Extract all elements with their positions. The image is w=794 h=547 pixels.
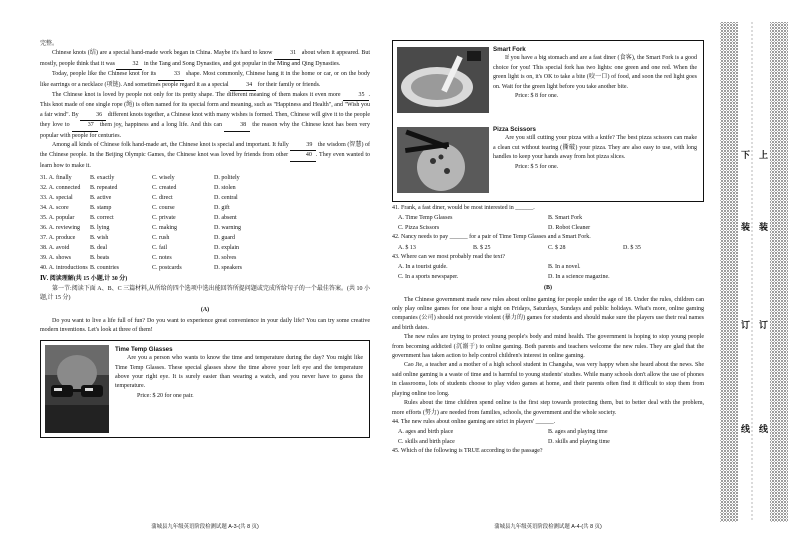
- cloze-question-option: 31. A. finally: [40, 175, 72, 182]
- cloze-question-option: 32. A. connected: [40, 185, 81, 192]
- q41-option: C. Pizza Scissors: [398, 225, 440, 232]
- q44-option: D. skills and playing time: [548, 439, 610, 446]
- cloze-blank: 40: [290, 151, 316, 161]
- cloze-option: C. private: [152, 215, 176, 222]
- margin-label-line: 线: [740, 424, 750, 433]
- cloze-option: B. exactly: [90, 175, 115, 182]
- cloze-text: . They even wanted to learn how to make it.: [40, 152, 370, 169]
- cloze-passage: [40, 49, 370, 171]
- question-44: 44. The new rules about online gaming are strict in players' ______.: [392, 418, 556, 425]
- cloze-text: in the Tang and Song Dynasties, and got popular in the Ming and Qing Dynasties.: [142, 60, 341, 67]
- cloze-blank: 36: [80, 111, 106, 121]
- cloze-blank: 35: [343, 91, 369, 101]
- question-42: 42. Nancy needs to pay ______ for a pair of Time Temp Glasses and a Smart Fork.: [392, 234, 591, 241]
- cloze-option: C. fail: [152, 245, 167, 252]
- margin-label-line: 线: [758, 424, 768, 433]
- cloze-option: D. solves: [214, 255, 237, 262]
- cloze-option: C. created: [152, 185, 177, 192]
- cloze-text: about when it appeared. But mostly, people think that it was: [40, 50, 370, 67]
- cloze-blank: 39: [290, 141, 316, 151]
- glasses-photo: [45, 345, 109, 433]
- cloze-option: B. countries: [90, 265, 119, 272]
- pizza-scissors-item: [393, 121, 703, 201]
- cloze-option: D. explain: [214, 245, 239, 252]
- cloze-text: Chinese knots (结) are a special hand-made work began in China. Maybe it's hard to know: [52, 50, 275, 57]
- cloze-option: B. stamp: [90, 205, 112, 212]
- smart-fork-description: If you have a big stomach and are a fast diner (食客), the Smart Fork is a good choice for you! This special fork has two lights: one green and one red. When the green light is on, it's OK to take a bite (咬一口) of food, and soon the red light goes on. Wait for the green light before you take another bite.: [493, 55, 697, 90]
- q43-option: A. In a tourist guide.: [398, 264, 448, 271]
- q44-option: A. ages and birth place: [398, 429, 454, 436]
- glasses-price: Price: $ 20 for one pair.: [137, 392, 194, 399]
- margin-label-fold: 装: [740, 222, 750, 231]
- inventions-box: [392, 40, 704, 202]
- cloze-question-option: 39. A. shows: [40, 255, 72, 262]
- passage-a-label: (A): [200, 306, 210, 313]
- cloze-text: the reason why the Chinese knot has been very popular with people for centuries.: [40, 122, 370, 139]
- cloze-text: Among all kinds of Chinese folk hand-made art, the Chinese knot is special and important. It fully: [52, 142, 291, 149]
- right-footer: 蒲城县九年级英语阶段检测试题 A-4-(共 8 页): [494, 524, 602, 530]
- cloze-options: [40, 173, 370, 273]
- smart-fork-photo: [397, 47, 489, 113]
- cloze-option: B. wish: [90, 235, 109, 242]
- binding-margin: [712, 0, 794, 542]
- cloze-option: D. warning: [214, 225, 241, 232]
- left-page: [0, 0, 382, 542]
- cloze-blank: 38: [224, 121, 250, 131]
- q43-option: B. In a novel.: [548, 264, 581, 271]
- cloze-option: C. direct: [152, 195, 173, 202]
- q44-option: B. ages and playing time: [548, 429, 608, 436]
- time-temp-glasses-box: [40, 340, 370, 438]
- question-41-options: [392, 213, 704, 233]
- cloze-option: C. wisely: [152, 175, 175, 182]
- cloze-option: D. politely: [214, 175, 240, 182]
- passage-b-paragraph: The Chinese government made new rules about online gaming for people under the age of 18. Under the rules, children can only play online games for one hour a night on Fridays, Saturdays, Sundays and public holidays. What's more, online gaming companies (公司) should not provide violent (暴力的) games for students and should make sure the players use their real names and birth dates.: [392, 296, 704, 331]
- question-43-options: [392, 262, 704, 282]
- margin-label-up: 上: [758, 150, 768, 159]
- cloze-paragraph: [40, 70, 370, 91]
- question-43: 43. Where can we most probably read the text?: [392, 253, 506, 260]
- pizza-scissors-description: Are you still cutting your pizza with a knife? The best pizza scissors can make a clean cut without tearing (撕破) your pizza. They are also easy to use, with long handles to keep your hands away from hot pizza slices.: [493, 135, 697, 161]
- q42-option: D. $ 35: [623, 244, 641, 251]
- section-iv-title: Ⅳ. 阅读理解(共 15 小题,计 30 分): [40, 276, 128, 283]
- passage-b-paragraph: Rules about the time children spend online is the first step towards protecting them, but to better deal with the problem, more efforts (努力) are needed from families, schools, the government and the whole society.: [392, 400, 704, 416]
- glasses-title: Time Temp Glasses: [115, 345, 173, 353]
- q41-option: A. Time Temp Glasses: [398, 215, 453, 222]
- cloze-paragraph: [40, 49, 370, 70]
- q44-option: C. skills and birth place: [398, 439, 455, 446]
- smart-fork-text-block: [493, 45, 697, 101]
- smart-fork-title: Smart Fork: [493, 46, 526, 53]
- question-41: 41. Frank, a fast diner, would be most interested in ______.: [392, 205, 535, 211]
- glasses-text-block: [115, 345, 363, 401]
- cloze-question-option: 38. A. avoid: [40, 245, 70, 252]
- q42-option: B. $ 25: [473, 244, 491, 251]
- q41-option: D. Robot Cleaner: [548, 225, 591, 232]
- cloze-option: D. speakers: [214, 265, 242, 272]
- cloze-blank: 32: [116, 60, 142, 70]
- passage-b-paragraph: The new rules are trying to protect young people's body and mind health. The government is hoping to stop young people from becoming addicted (沉溺于) to online gaming. Both parents and teachers welcome the new rules. They are glad that the government has taken action to help control children's interest in online gaming.: [392, 334, 704, 360]
- cloze-option: D. absent: [214, 215, 237, 222]
- cloze-option: C. course: [152, 205, 175, 212]
- cloze-option: D. guard: [214, 235, 235, 242]
- smart-fork-item: [393, 41, 703, 119]
- question-42-options: [392, 243, 704, 253]
- pizza-scissors-price: Price: $ 5 for one.: [515, 163, 559, 170]
- pizza-scissors-photo: [397, 127, 489, 193]
- cloze-option: B. correct: [90, 215, 114, 222]
- cloze-option: B. lying: [90, 225, 110, 232]
- q42-option: C. $ 28: [548, 244, 566, 251]
- cloze-option: C. postcards: [152, 265, 182, 272]
- cloze-question-option: 33. A. special: [40, 195, 73, 202]
- cloze-question-option: 40. A. introductions: [40, 265, 88, 272]
- cloze-paragraph: [40, 91, 370, 141]
- cloze-text: . This knot made of one single rope (绳) is often named for its special form and meaning, such as "Happiness and Health", and "Wish you a fair wind". By: [40, 92, 370, 118]
- cloze-text: The Chinese knot is loved by people not only for its pretty shape. The different meaning of them makes it even more: [52, 92, 343, 99]
- passage-b-label: (B): [544, 285, 552, 292]
- cloze-paragraph: [40, 141, 370, 171]
- passage-b-paragraph: Cao Jie, a teacher and a mother of a high school student in Changsha, was very happy when she heard about the news. She said online gaming is a waste of time and is harmful to young students' studies. While many schools don't allow the use of phones in classrooms, lots of students choose to play video games at home, and their parents often find it difficult to stop them from playing online too long.: [392, 362, 704, 397]
- cloze-blank: 37: [72, 121, 98, 131]
- cloze-question-option: 37. A. produce: [40, 235, 76, 242]
- intro-text: 完整。: [40, 41, 59, 47]
- cloze-question-option: 35. A. popular: [40, 215, 75, 222]
- cloze-blank: 31: [274, 49, 300, 59]
- section-iv-instruction: 第一节:阅读下面 A、B、C 三篇材料,从所给的四个选项中选出能回答所提问题或完成所给句子的一个最佳答案。(共 10 小题,计 15 分): [40, 285, 370, 302]
- cloze-option: B. active: [90, 195, 112, 202]
- left-footer: 蒲城县九年级英语阶段检测试题 A-3-(共 8 页): [151, 524, 259, 530]
- glasses-description: Are you a person who wants to know the time and temperature during the day? You might like Time Temp Glasses. These special glasses show the time above your left eye and the temperature above your right eye. It is surely easier than wearing a watch, and you never have to guess the temperature.: [115, 355, 363, 390]
- pizza-scissors-text-block: [493, 125, 697, 172]
- left-column: [40, 40, 370, 438]
- margin-label-order: 订: [758, 320, 768, 329]
- right-column: [392, 40, 704, 457]
- binding-pattern: [712, 0, 794, 542]
- margin-label-order: 订: [740, 320, 750, 329]
- margin-label-fold: 装: [758, 222, 768, 231]
- q41-option: B. Smart Fork: [548, 215, 583, 222]
- smart-fork-price: Price: $ 8 for one.: [515, 93, 559, 100]
- cloze-text: different knots together, a Chinese knot with many wishes is formed. Then, Chinese will give it to the people they love to: [40, 111, 370, 129]
- cloze-option: B. repeated: [90, 185, 118, 192]
- q43-option: C. In a sports newspaper.: [398, 274, 459, 281]
- passage-a-intro: Do you want to live a life full of fun? Do you want to experience great convenience in your daily life? You can try some creative modern inventions. Let's look at three of them!: [40, 317, 370, 334]
- pizza-scissors-title: Pizza Scissors: [493, 126, 536, 133]
- cloze-question-option: 34. A. score: [40, 205, 69, 212]
- q43-option: D. In a science magazine.: [548, 274, 610, 281]
- cloze-option: B. beats: [90, 255, 110, 262]
- cloze-text: them joy, happiness and a long life. And this can: [97, 122, 225, 129]
- cloze-text: for their family or friends.: [256, 81, 321, 88]
- cloze-blank: 34: [230, 81, 256, 91]
- right-page: [382, 0, 710, 542]
- cloze-blank: 33: [158, 70, 184, 80]
- cloze-option: C. rush: [152, 235, 170, 242]
- cloze-option: C. notes: [152, 255, 172, 262]
- q42-option: A. $ 13: [398, 244, 416, 251]
- cloze-option: C. making: [152, 225, 177, 232]
- cloze-option: D. stolen: [214, 185, 236, 192]
- cloze-text: the wisdom (智慧) of the Chinese people. In the Beijing Olympic Games, the Chinese knot was loved by friends from other: [40, 142, 371, 159]
- cloze-option: B. deal: [90, 245, 107, 252]
- cloze-text: shape. Most commonly, Chinese hang it in the home or car, or on the body like earrings or a necklace (项链). And sometimes people regard it as a special: [40, 71, 370, 88]
- cloze-option: D. central: [214, 195, 238, 202]
- question-44-options: [392, 427, 704, 447]
- question-45: 45. Which of the following is TRUE according to the passage?: [392, 448, 543, 455]
- cloze-question-option: 36. A. reviewing: [40, 225, 80, 232]
- margin-label-down: 下: [740, 150, 750, 159]
- cloze-option: D. gift: [214, 205, 230, 212]
- cloze-text: Today, people like the Chinese knot for its: [52, 71, 159, 78]
